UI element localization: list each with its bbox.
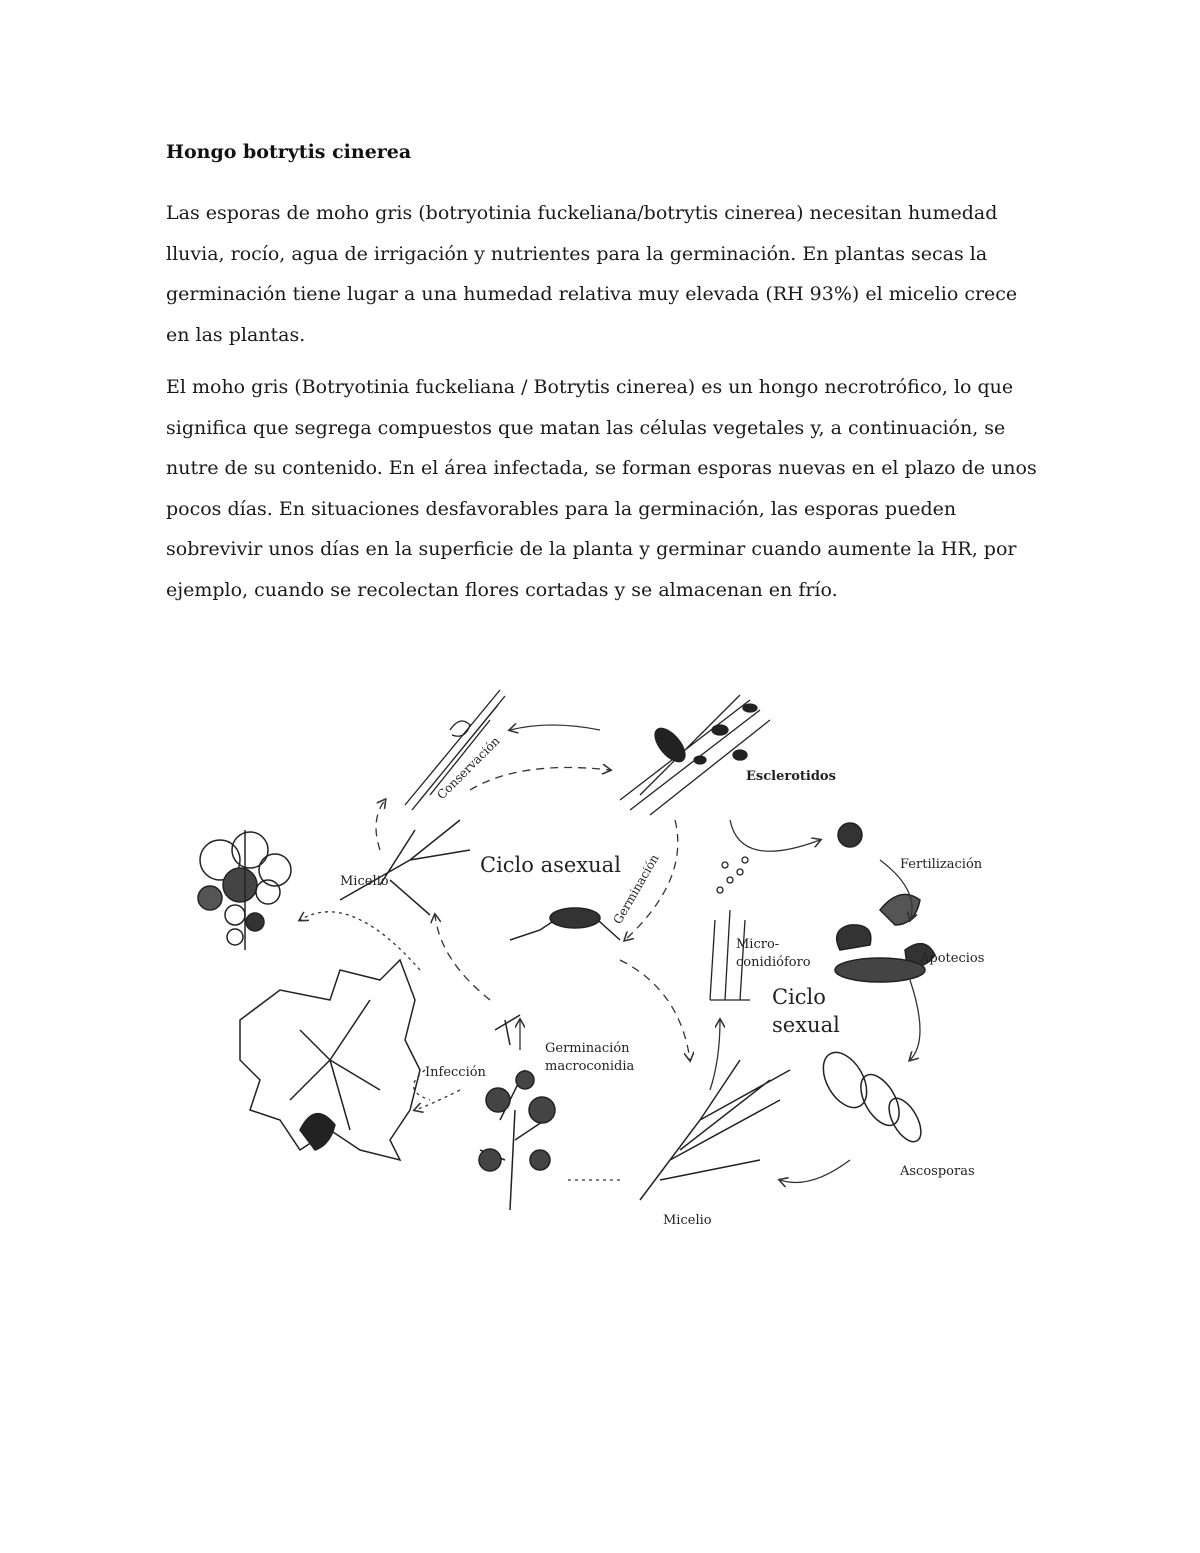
life-cycle-diagram xyxy=(180,660,1040,1240)
label-ciclo-sexual-2: sexual xyxy=(772,1013,840,1037)
mycelium-bottom-drawing xyxy=(640,1060,790,1200)
microconidiophore-drawing xyxy=(710,857,750,1000)
paragraph-2: El moho gris (Botryotinia fuckeliana / Botrytis cinerea) es un hongo necrotrófico, lo que significa que segrega compuestos que matan las células vegetales y, a continuación, se nutre de su contenido. En el área infectada, se forman esporas nuevas en el plazo de unos pocos días. En situaciones desfavorables para la germinación, las esporas pueden sobrevivir unos días en la superficie de la planta y germinar cuando aumente la HR, por ejemplo, cuando se recolectan flores cortadas y se almacenan en frío. xyxy=(166,376,1037,601)
label-germinacion-macro-1: Germinación xyxy=(545,1041,630,1056)
grape-leaf-drawing xyxy=(240,960,420,1160)
mycelium-top-drawing xyxy=(340,820,470,915)
label-infeccion: Infección xyxy=(425,1065,486,1080)
label-micelio-top: Micelio xyxy=(340,874,389,889)
label-ciclo-asexual: Ciclo asexual xyxy=(480,853,621,877)
label-fertilizacion: Fertilización xyxy=(900,857,983,872)
label-ciclo-sexual-1: Ciclo xyxy=(772,985,826,1009)
twig-sclerotia-drawing xyxy=(620,695,770,815)
label-micro-1: Micro- xyxy=(736,937,780,952)
label-micro-2: conidióforo xyxy=(736,955,811,970)
label-germinacion-macro-2: macroconidia xyxy=(545,1059,635,1074)
label-conservacion: Conservación xyxy=(434,733,503,803)
label-micelio-bottom: Micelio xyxy=(663,1213,712,1228)
cycle-arrows xyxy=(300,725,920,1183)
germinating-spore-drawing xyxy=(510,908,620,940)
grape-cluster-drawing xyxy=(198,830,291,950)
document-title: Hongo botrytis cinerea xyxy=(166,141,412,163)
label-esclerotidos: Esclerotidos xyxy=(746,769,836,784)
label-apotecios: Apotecios xyxy=(920,951,985,966)
label-ascosporas: Ascosporas xyxy=(900,1164,975,1179)
paragraph-1: Las esporas de moho gris (botryotinia fuckeliana/botrytis cinerea) necesitan humedad lluvia, rocío, agua de irrigación y nutrientes para la germinación. En plantas secas la germinación tiene lugar a una humedad relativa muy elevada (RH 93%) el micelio crece en las plantas. xyxy=(166,202,1018,346)
label-germinacion: Germinación xyxy=(610,851,662,927)
conidiophore-drawing xyxy=(479,1015,555,1210)
